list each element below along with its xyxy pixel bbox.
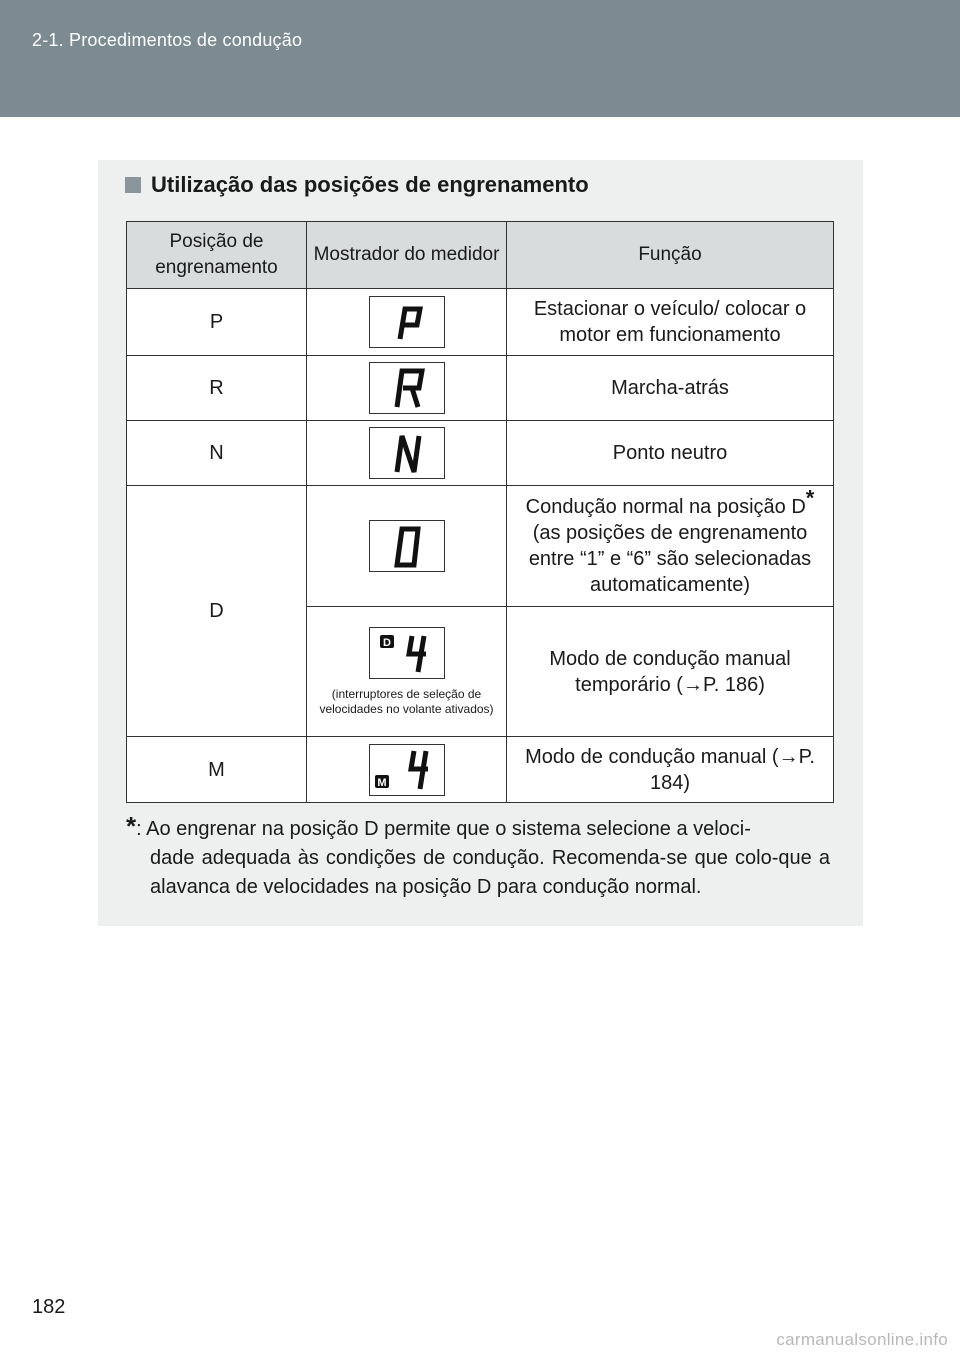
table-row [127,486,834,607]
header-position: Posição de engrenamento [127,222,307,289]
gear-positions-table [126,221,834,803]
position-cell: D [127,486,307,737]
footnote-asterisk: * [126,811,137,841]
square-bullet-icon [125,177,141,193]
page-header [0,0,960,117]
footnote [126,812,830,902]
footnote-text-continued: dade adequada às condições de condução. Recomenda-se que colo-que a alavanca de velocidades na posição D para condução normal. [150,847,830,898]
page-number: 182 [32,1296,66,1318]
position-cell: N [127,421,307,486]
position-cell: R [127,356,307,421]
header-display: Mostrador do medidor [307,222,507,289]
table-row [127,356,834,421]
table-row [127,737,834,803]
display-cell [307,421,507,486]
function-cell: Estacionar o veículo/ colocar o motor em funcionamento [507,289,834,356]
svg-text:D: D [382,636,391,649]
section-title-text: Utilização das posições de engrenamento [151,172,589,197]
table-row [127,421,834,486]
function-cell: Modo de condução manual (→P. 184) [507,737,834,803]
lcd-d-icon [369,520,445,572]
watermark: carmanualsonline.info [776,1330,948,1349]
chapter-title: 2-1. Procedimentos de condução [32,30,303,50]
asterisk-mark: * [805,485,815,511]
lcd-d4-icon [369,627,445,679]
section-heading [125,172,589,198]
footnote-text: : Ao engrenar na posição D permite que o sistema selecione a veloci- [136,818,751,840]
lcd-n-icon [369,427,445,479]
table-header-row [127,222,834,289]
display-cell [307,289,507,356]
lcd-p-icon [369,296,445,348]
function-note: (as posições de engrenamento entre “1” e “6” são selecionadas automaticamente) [528,522,812,596]
display-cell [307,486,507,607]
lcd-r-icon [369,362,445,414]
display-cell [307,356,507,421]
position-cell: M [127,737,307,803]
function-cell: Modo de condução manual temporário (→P. 186) [507,607,834,737]
display-cell [307,607,507,737]
function-cell: Ponto neutro [507,421,834,486]
function-cell [507,486,834,607]
function-cell: Marcha-atrás [507,356,834,421]
function-text: Condução normal na posição D [525,496,806,518]
display-cell [307,737,507,803]
table-row [127,289,834,356]
lcd-m4-icon [369,744,445,796]
position-cell: P [127,289,307,356]
display-note: (interruptores de seleção de velocidades no volante ativados) [319,686,494,716]
svg-text:M: M [376,776,387,789]
header-function: Função [507,222,834,289]
